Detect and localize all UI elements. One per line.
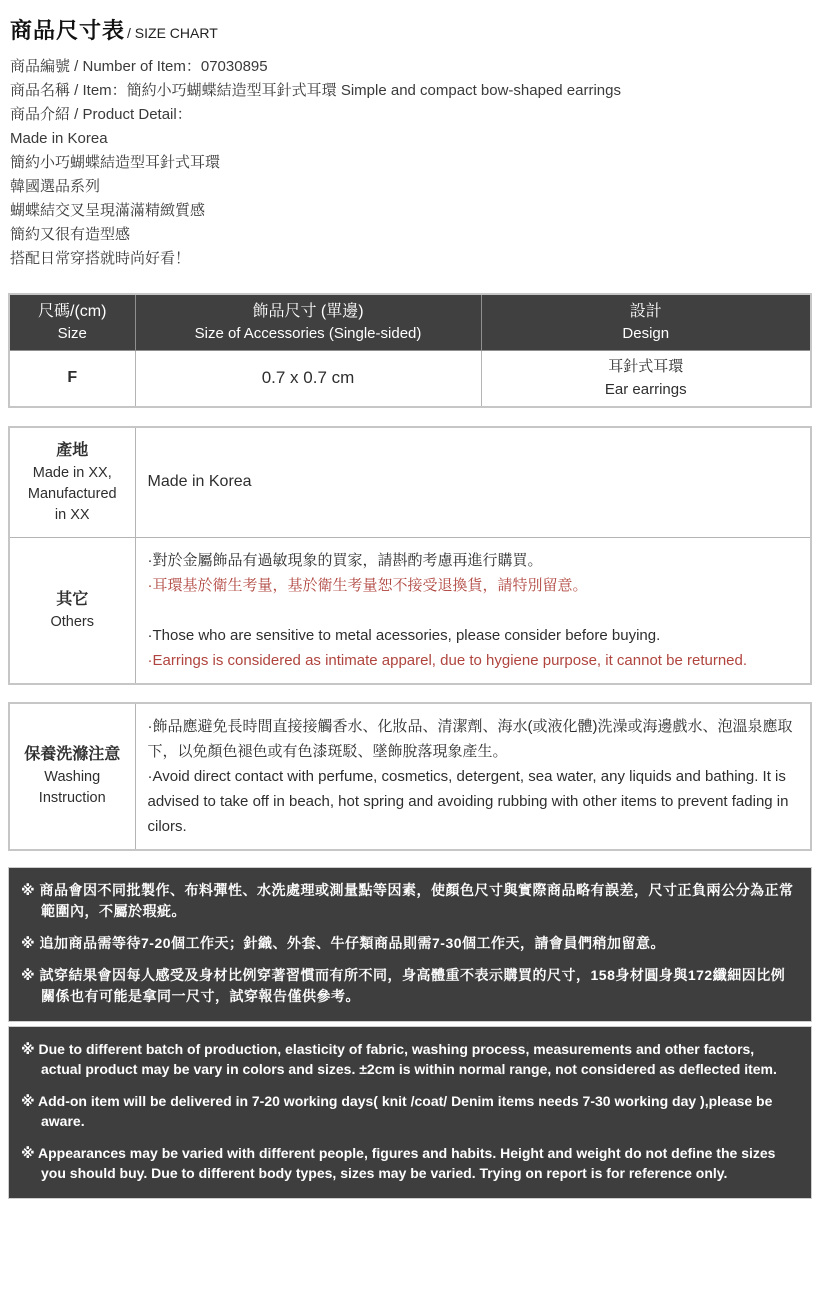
size-chart-table [8, 293, 812, 408]
others-line-en-1: ·Those who are sensitive to metal acessories, please consider before buying. [147, 626, 661, 644]
others-label-cell [9, 537, 135, 684]
size-header-en: Size [57, 324, 87, 342]
others-line-zh-1: ·對於金屬飾品有過敏現象的買家，請斟酌考慮再進行購買。 [147, 551, 543, 569]
origin-label-cell [9, 427, 135, 537]
page-title-en: / SIZE CHART [127, 25, 218, 41]
design-value-zh: 耳針式耳環 [608, 358, 684, 376]
accessory-size-column-header [135, 294, 481, 350]
size-column-header [9, 294, 135, 350]
washing-content [135, 703, 811, 850]
washing-line-en: ·Avoid direct contact with perfume, cosmetics, detergent, sea water, any liquids and bathing. It is advised to take off in beach, hot spring and avoiding rubbing with other items to prevent fading in cilors. [147, 767, 789, 835]
detail-line: 蝴蝶結交叉呈現滿滿精緻質感 [10, 202, 206, 219]
detail-line: Made in Korea [10, 130, 108, 147]
origin-label-en-1: Made in XX, [32, 464, 112, 481]
detail-line: 韓國選品系列 [10, 178, 101, 195]
item-name-line: 商品名稱 / Item：簡約小巧蝴蝶結造型耳針式耳環 Simple and compact bow-shaped earrings [10, 82, 621, 99]
product-detail-heading: 商品介紹 / Product Detail： [10, 106, 192, 123]
origin-value: Made in Korea [135, 427, 811, 537]
design-header-zh: 設計 [629, 302, 662, 320]
others-row [9, 537, 811, 684]
washing-line-zh: ·飾品應避免長時間直接接觸香水、化妝品、清潔劑、海水(或液化體)洗澡或海邊戲水、泡溫泉應取下，以免顏色褪色或有色漆斑駁、墜飾脫落現象產生。 [147, 717, 793, 760]
item-number-line: 商品編號 / Number of Item：07030895 [10, 58, 268, 75]
page-title [8, 14, 812, 45]
size-chart-header-row [9, 294, 811, 350]
washing-label-en-1: Washing [44, 769, 101, 785]
others-line-zh-2: ·耳環基於衛生考量，基於衛生考量恕不接受退換貨，請特別留意。 [147, 576, 588, 594]
washing-instruction-table [8, 702, 812, 851]
note-zh-1: ※ 商品會因不同批製作、布料彈性、水洗處理或測量點等因素，使顏色尺寸與實際商品略有誤差，尺寸正負兩公分為正常範圍內，不屬於瑕疵。 [21, 881, 794, 919]
product-info [8, 55, 812, 271]
others-label-zh: 其它 [56, 590, 89, 608]
note-en-1: ※ Due to different batch of production, elasticity of fabric, washing process, measurements and other factors, actual product may be vary in colors and sizes. ±2cm is within normal range, not considered as deflected item. [21, 1040, 777, 1077]
others-content [135, 537, 811, 684]
design-column-header [481, 294, 811, 350]
design-value [481, 350, 811, 407]
notes-box-chinese [8, 867, 812, 1022]
note-en-2: ※ Add-on item will be delivered in 7-20 working days( knit /coat/ Denim items needs 7-30 working day ),please be aware. [21, 1092, 773, 1129]
size-value: F [9, 350, 135, 407]
accessory-size-header-en: Size of Accessories (Single-sided) [194, 324, 422, 342]
origin-label-zh: 產地 [56, 441, 89, 459]
product-detail-table [8, 426, 812, 685]
note-zh-3: ※ 試穿結果會因每人感受及身材比例穿著習慣而有所不同，身高體重不表示購買的尺寸，158身材圓身與172纖細因比例關係也有可能是拿同一尺寸，試穿報告僅供參考。 [21, 966, 786, 1004]
note-zh-2: ※ 追加商品需等待7-20個工作天；針織、外套、牛仔類商品則需7-30個工作天，請會員們稍加留意。 [21, 934, 666, 951]
origin-label-en-3: in XX [54, 506, 90, 523]
washing-label-zh: 保養洗滌注意 [24, 746, 121, 763]
origin-label-en-2: Manufactured [27, 485, 117, 502]
note-en-3: ※ Appearances may be varied with different people, figures and habits. Height and weight do not define the sizes you should buy. Due to different body types, sizes may be varied. Trying on report is for reference only. [21, 1144, 776, 1181]
washing-label-en-2: Instruction [38, 790, 106, 806]
blank-line [148, 598, 799, 623]
design-header-en: Design [622, 324, 670, 342]
size-header-zh: 尺碼/(cm) [38, 302, 107, 320]
size-chart-data-row [9, 350, 811, 407]
others-line-en-2: ·Earrings is considered as intimate apparel, due to hygiene purpose, it cannot be returned. [147, 651, 748, 669]
detail-line: 簡約又很有造型感 [10, 226, 131, 243]
washing-label-cell [9, 703, 135, 850]
origin-row [9, 427, 811, 537]
detail-line: 簡約小巧蝴蝶結造型耳針式耳環 [10, 154, 221, 171]
others-label-en: Others [50, 613, 94, 630]
accessory-size-header-zh: 飾品尺寸 (單邊) [252, 302, 364, 320]
washing-row [9, 703, 811, 850]
design-value-en: Ear earrings [604, 381, 687, 399]
detail-line: 搭配日常穿搭就時尚好看！ [10, 250, 191, 267]
notes-box-english [8, 1026, 812, 1199]
accessory-size-value: 0.7 x 0.7 cm [135, 350, 481, 407]
page-title-zh: 商品尺寸表 [10, 18, 126, 43]
